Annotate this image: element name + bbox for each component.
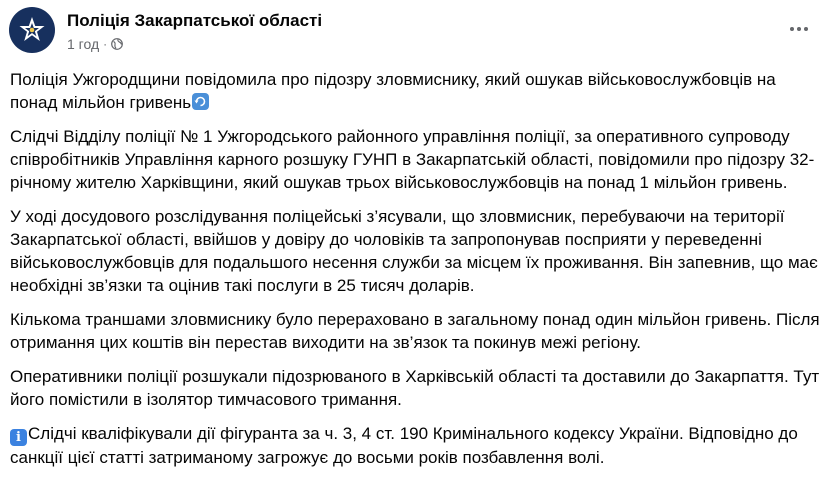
post-meta (67, 36, 123, 52)
more-options-button[interactable] (785, 15, 813, 43)
more-options-icon (789, 26, 809, 32)
arrows-counterclockwise-icon (192, 93, 209, 110)
paragraph-text: Поліція Ужгородщини повідомила про підозру зловмиснику, який ошукав військовослужбовців на понад мільйон гривень (10, 70, 776, 112)
paragraph-text: Слідчі кваліфікували дії фігуранта за ч. 3, 4 ст. 190 Кримінального кодексу України. Відповідно до санкції цієї статті затриманому загрожує до восьми років позбавлення волі. (10, 424, 798, 467)
police-star-icon (17, 15, 47, 45)
paragraph-text: Слідчі Відділу поліції № 1 Ужгородського районного управління поліції, за оперативного супроводу співробітників Управління карного розшуку ГУНП в Закарпатській області, повідомили про підозру 32-річному жителю Харківщини, який ошукав трьох військовослужбовців на понад 1 мільйон гривень. (10, 127, 815, 192)
page-name-link[interactable]: Поліція Закарпатської області (67, 11, 323, 30)
information-icon: i (10, 429, 27, 446)
post-paragraph (10, 422, 822, 469)
post-paragraph (10, 125, 822, 194)
paragraph-text: У ході досудового розслідування поліцейські з’ясували, що зловмисник, перебуваючи на території Закарпатської області, ввійшов у довіру до чоловіків та запропонував посприяти у переведенні військовослужбовців для подальшого несення служби за місцем їх проживання. Він запевнив, що має необхідні зв’язки та оцінив такі послуги в 25 тисяч доларів. (10, 207, 818, 295)
post-paragraph (10, 68, 822, 114)
paragraph-text: Кількома траншами зловмиснику було перераховано в загальному понад один мільйон гривень. Після отримання цих коштів він перестав виходити на зв’язок та покинув межі регіону. (10, 310, 820, 352)
post-header (9, 7, 831, 59)
post-paragraph (10, 308, 822, 354)
post-paragraph (10, 365, 822, 411)
post-text (10, 68, 822, 480)
globe-icon[interactable] (111, 38, 123, 50)
post-time-link[interactable]: 1 год (67, 36, 100, 52)
meta-separator: · (103, 37, 108, 51)
avatar[interactable] (9, 7, 55, 53)
post-paragraph (10, 205, 822, 297)
paragraph-text: Оперативники поліції розшукали підозрюваного в Харківській області та доставили до Закарпаття. Тут його помістили в ізолятор тимчасового тримання. (10, 367, 820, 409)
